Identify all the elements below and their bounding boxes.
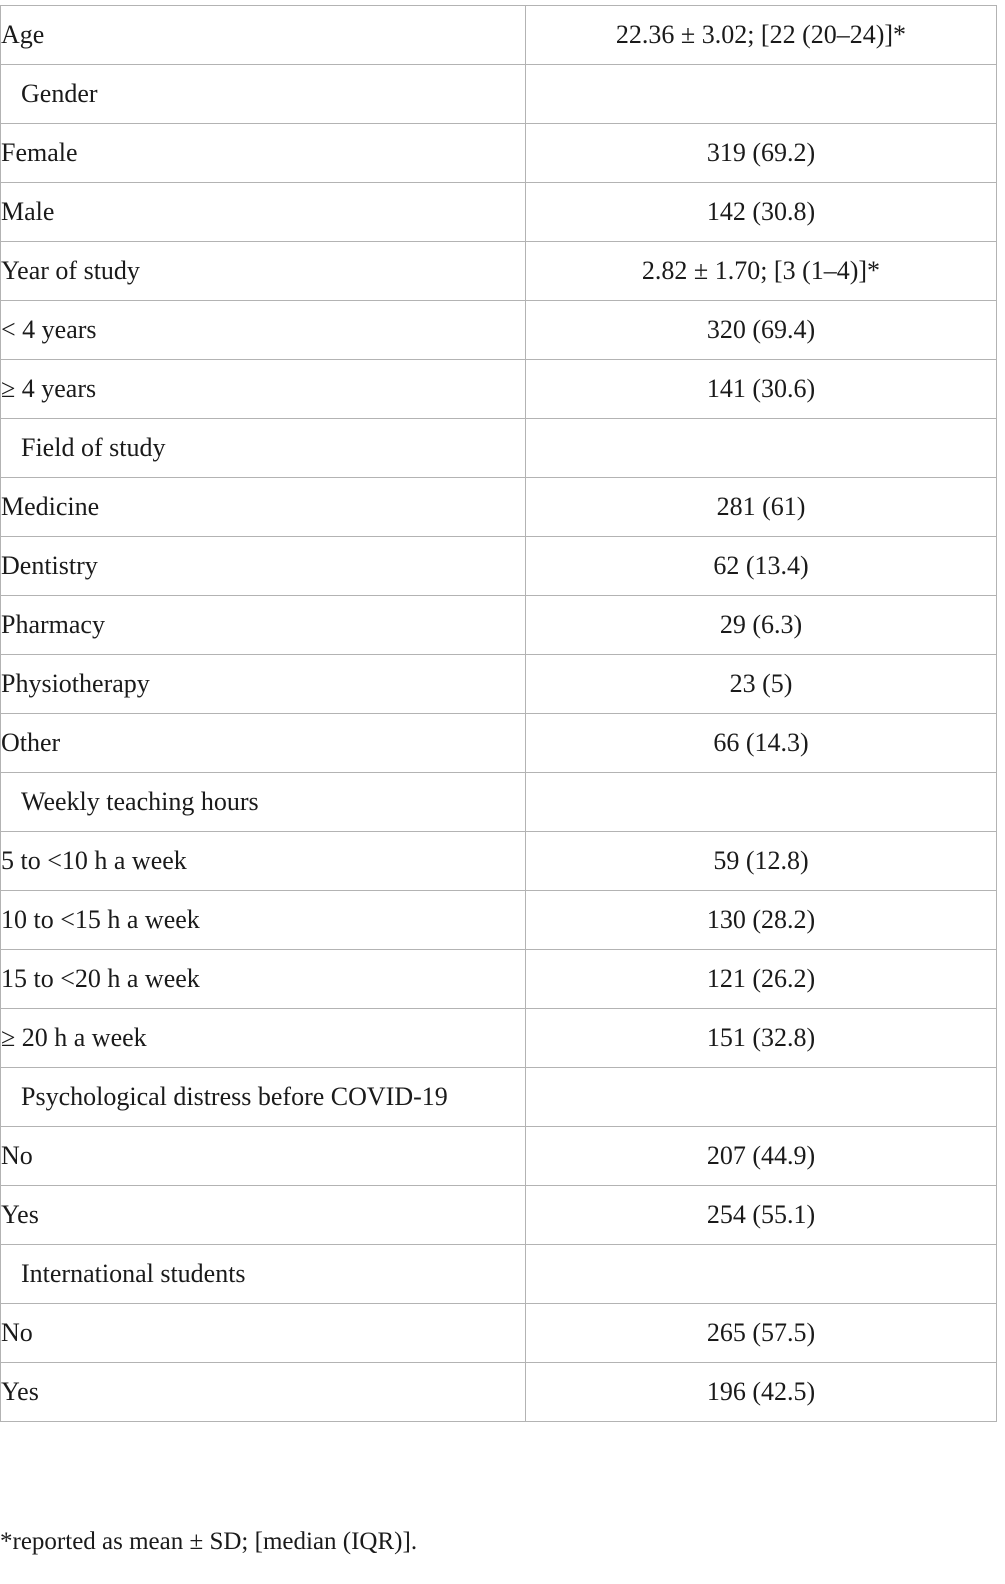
table-row [1, 183, 997, 242]
row-value: 319 (69.2) [526, 124, 997, 183]
table-row [1, 1363, 997, 1422]
row-label: Female [1, 124, 526, 183]
row-value: 281 (61) [526, 478, 997, 537]
table-row [1, 6, 997, 65]
table-row [1, 478, 997, 537]
table-row [1, 1304, 997, 1363]
table-footnote: *reported as mean ± SD; [median (IQR)]. [0, 1528, 418, 1555]
row-value: 66 (14.3) [526, 714, 997, 773]
table-row [1, 301, 997, 360]
row-label: International students [1, 1245, 526, 1304]
row-value: 320 (69.4) [526, 301, 997, 360]
row-label: Yes [1, 1186, 526, 1245]
row-label: 15 to <20 h a week [1, 950, 526, 1009]
row-value: 23 (5) [526, 655, 997, 714]
table-row [1, 1127, 997, 1186]
row-label: Pharmacy [1, 596, 526, 655]
table-body [1, 6, 997, 1422]
row-value: 62 (13.4) [526, 537, 997, 596]
row-value [526, 419, 997, 478]
table-row [1, 950, 997, 1009]
row-label: Yes [1, 1363, 526, 1422]
row-value: 141 (30.6) [526, 360, 997, 419]
table-row [1, 596, 997, 655]
row-label: Weekly teaching hours [1, 773, 526, 832]
row-value [526, 1068, 997, 1127]
table-row [1, 537, 997, 596]
row-value: 121 (26.2) [526, 950, 997, 1009]
table-row [1, 832, 997, 891]
row-label: 10 to <15 h a week [1, 891, 526, 950]
row-value: 196 (42.5) [526, 1363, 997, 1422]
table-row [1, 124, 997, 183]
table-row [1, 242, 997, 301]
row-value: 254 (55.1) [526, 1186, 997, 1245]
table-row [1, 360, 997, 419]
table-section-row [1, 65, 997, 124]
row-label: Psychological distress before COVID-19 [1, 1068, 526, 1127]
row-value: 130 (28.2) [526, 891, 997, 950]
row-label: Medicine [1, 478, 526, 537]
row-value: 207 (44.9) [526, 1127, 997, 1186]
table-row [1, 891, 997, 950]
row-label: Other [1, 714, 526, 773]
row-label: Dentistry [1, 537, 526, 596]
row-label: ≥ 4 years [1, 360, 526, 419]
row-label: Male [1, 183, 526, 242]
table-row [1, 714, 997, 773]
table-section-row [1, 1068, 997, 1127]
table-section-row [1, 1245, 997, 1304]
row-label: < 4 years [1, 301, 526, 360]
row-label: 5 to <10 h a week [1, 832, 526, 891]
row-value [526, 773, 997, 832]
demographics-table [0, 5, 997, 1422]
row-label: Gender [1, 65, 526, 124]
row-value: 142 (30.8) [526, 183, 997, 242]
row-label: ≥ 20 h a week [1, 1009, 526, 1068]
table-section-row [1, 419, 997, 478]
row-label: Field of study [1, 419, 526, 478]
table-section-row [1, 773, 997, 832]
row-value [526, 65, 997, 124]
row-label: Year of study [1, 242, 526, 301]
row-value: 29 (6.3) [526, 596, 997, 655]
table-row [1, 655, 997, 714]
row-value: 22.36 ± 3.02; [22 (20–24)]* [526, 6, 997, 65]
row-label: Age [1, 6, 526, 65]
row-value: 151 (32.8) [526, 1009, 997, 1068]
row-value [526, 1245, 997, 1304]
row-label: No [1, 1304, 526, 1363]
row-value: 59 (12.8) [526, 832, 997, 891]
row-value: 2.82 ± 1.70; [3 (1–4)]* [526, 242, 997, 301]
table-row [1, 1009, 997, 1068]
table-row [1, 1186, 997, 1245]
row-value: 265 (57.5) [526, 1304, 997, 1363]
row-label: No [1, 1127, 526, 1186]
row-label: Physiotherapy [1, 655, 526, 714]
